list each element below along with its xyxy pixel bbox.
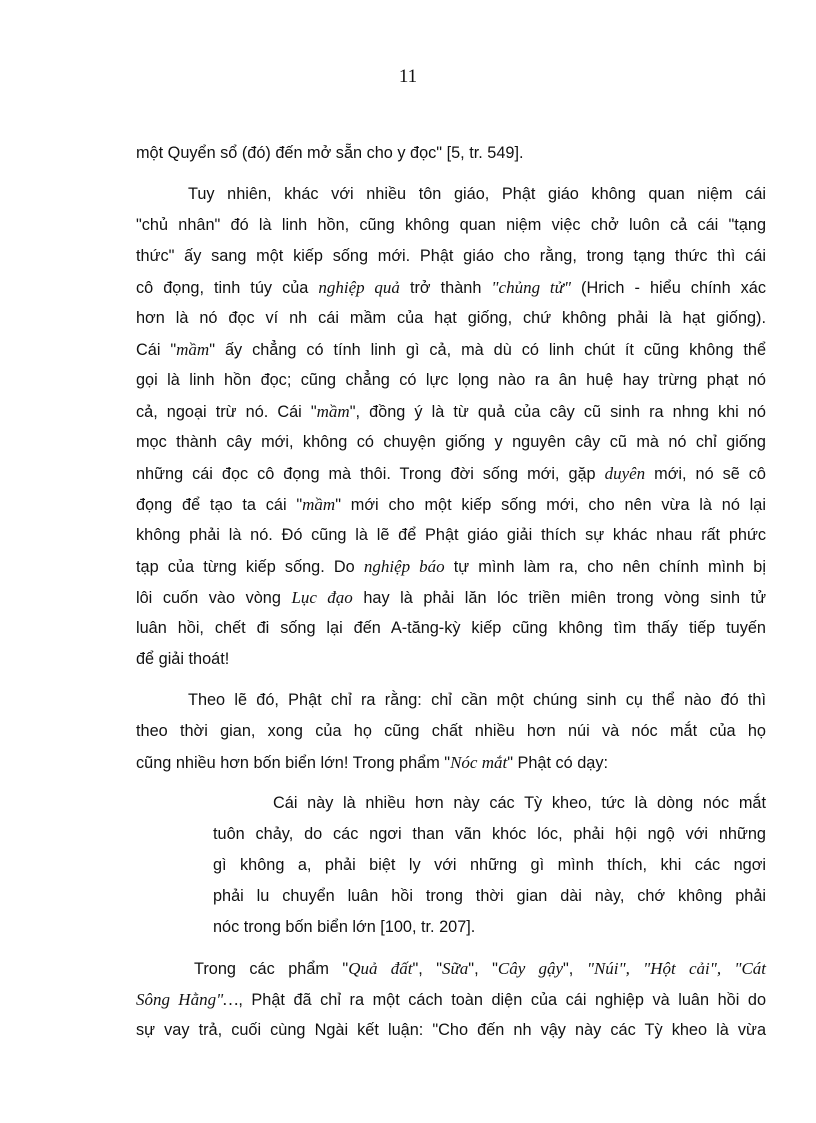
page-number: 11	[398, 66, 418, 87]
text-line: lôi cuốn vào vòng Lục đạo hay là phải lăn lóc triền miên trong vòng sinh tử	[136, 588, 767, 607]
text-line: gọi là linh hồn đọc; cũng chẳng có lực lọng nào ra ân huệ hay trừng phạt nó	[136, 371, 766, 389]
block-quote	[136, 788, 766, 943]
text-line: không phải là nó. Đó cũng là lẽ để Phật giáo giải thích sự khác nhau rất phức	[136, 526, 766, 544]
text-line: mọc thành cây mới, không có chuyện giống y nguyên cây cũ mà nó chỉ giống	[136, 433, 766, 451]
text-line: cô đọng, tinh túy của nghiệp quả trở thành "chủng tử" (Hrich - hiểu chính xác	[136, 278, 767, 297]
text-line: "chủ nhân" đó là linh hồn, cũng không quan niệm việc chở luôn cả cái "tạng	[136, 216, 766, 234]
text-line: tạp của từng kiếp sống. Do nghiệp báo tự mình làm ra, cho nên chính mình bị	[136, 557, 766, 576]
text-line: luân hồi, chết đi sống lại đến A-tăng-kỳ kiếp cũng không tìm thấy tiếp tuyến	[136, 619, 766, 637]
paragraph	[136, 953, 766, 1046]
text-line: Tuy nhiên, khác với nhiều tôn giáo, Phật giáo không quan niệm cái	[188, 185, 766, 203]
text-line: Sông Hằng"…, Phật đã chỉ ra một cách toàn diện của cái nghiệp và luân hồi do	[136, 990, 766, 1009]
text-line: Trong các phẩm "Quả đất", "Sữa", "Cây gậy", "Núi", "Hột cải", "Cát	[194, 959, 767, 978]
text-line: nóc trong bốn biển lớn [100, tr. 207].	[213, 918, 476, 936]
text-line: cả, ngoại trừ nó. Cái "mầm", đồng ý là từ quả của cây cũ sinh ra nhng khi nó	[136, 402, 766, 421]
text-line: một Quyển sổ (đó) đến mở sẵn cho y đọc" [5, tr. 549].	[136, 144, 524, 162]
text-line: cũng nhiều hơn bốn biển lớn! Trong phẩm "Nóc mắt" Phật có dạy:	[136, 753, 609, 772]
text-line: phải lu chuyển luân hồi trong thời gian dài này, chớ không phải	[213, 887, 766, 905]
text-line: tuôn chảy, do các ngơi than vãn khóc lóc, phải hội ngộ với những	[213, 825, 766, 843]
text-line: theo thời gian, xong của họ cũng chất nhiều hơn núi và nóc mắt của họ	[136, 722, 766, 740]
document-body	[136, 138, 766, 1046]
text-line: Theo lẽ đó, Phật chỉ ra rằng: chỉ cần một chúng sinh cụ thể nào đó thì	[188, 691, 766, 709]
text-line: hơn là nó đọc ví nh cái mầm của hạt giống, chứ không phải là hạt giống).	[136, 309, 766, 327]
paragraph	[136, 685, 766, 778]
text-line: Cái này là nhiều hơn này các Tỳ kheo, tức là dòng nóc mắt	[273, 794, 766, 812]
text-line: đọng để tạo ta cái "mầm" mới cho một kiếp sống mới, cho nên vừa là nó lại	[136, 495, 766, 514]
text-line: Cái "mầm" ấy chẳng có tính linh gì cả, mà dù có linh chút ít cũng không thể	[136, 340, 766, 359]
text-line: những cái đọc cô đọng mà thôi. Trong đời sống mới, gặp duyên mới, nó sẽ cô	[136, 464, 766, 483]
text-line: gì không a, phải biệt ly với những gì mình thích, khi các ngơi	[213, 856, 766, 874]
paragraph	[136, 138, 766, 169]
text-line: để giải thoát!	[136, 650, 230, 668]
text-line: sự vay trả, cuối cùng Ngài kết luận: "Cho đến nh vậy này các Tỳ kheo là vừa	[136, 1021, 766, 1039]
text-line: thức" ấy sang một kiếp sống mới. Phật giáo cho rằng, trong tạng thức thì cái	[136, 247, 766, 265]
paragraph	[136, 179, 766, 675]
